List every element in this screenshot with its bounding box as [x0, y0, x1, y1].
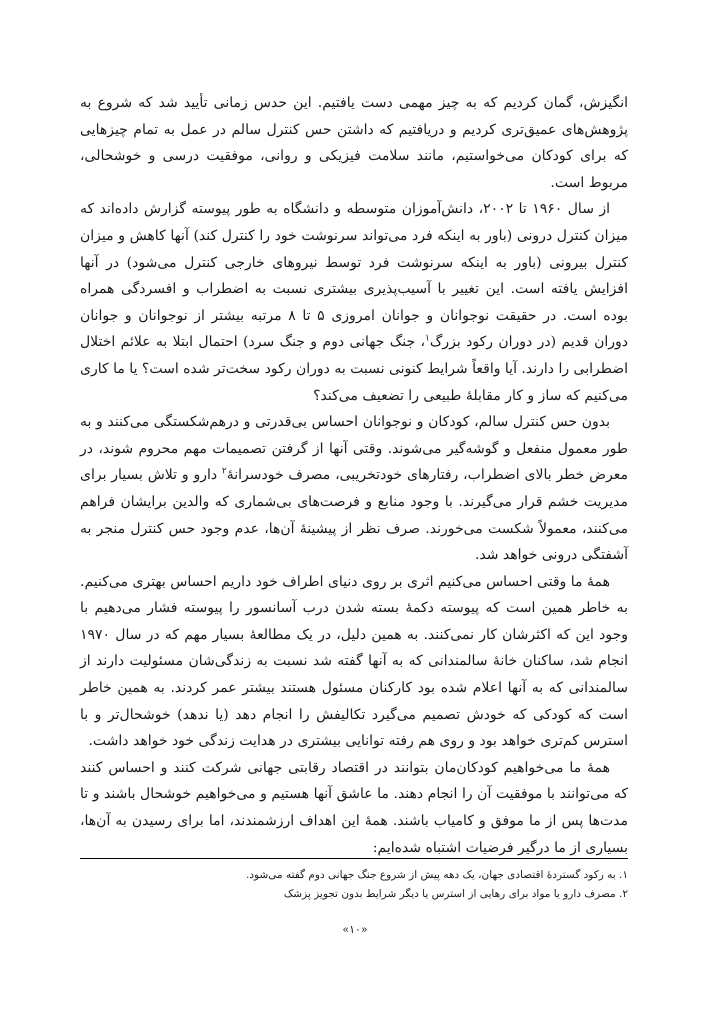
footnotes	[80, 866, 628, 904]
paragraph-2-text-part-2: ، جنگ جهانی دوم و جنگ سرد) احتمال ابتلا به علائم اختلال اضطرابی را دارند. آیا واقعاً شرایط کنونی نسبت به دوران رکود سخت‌تر شده است؟ یا ما کاری می‌کنیم که ساز و کار مقابلهٔ طبیعی را تضعیف می‌کند؟	[79, 334, 628, 404]
paragraph-3-text-part-2: دارو و تلاش بسیار برای مدیریت خشم قرار می‌گیرند. با وجود منابع و فرصت‌های بی‌شماری که والدین برایشان فراهم می‌کنند، معمولاً شکست می‌خورند. صرف نظر از پیشینهٔ آن‌ها، عدم وجود حس کنترل منجر به آشفتگی درونی خواهد شد.	[80, 467, 628, 564]
footnote-reference-1: ۱	[425, 333, 430, 344]
paragraph-4	[80, 569, 628, 755]
paragraph-3	[80, 409, 628, 569]
footnote-reference-2: ۲	[221, 466, 227, 477]
body-text	[80, 90, 628, 861]
footnote-1: ۱. به رکود گستردهٔ اقتصادی جهان، یک دهه پیش از شروع جنگ جهانی دوم گفته می‌شود.	[246, 869, 628, 881]
paragraph-2-text-part-1: از سال ۱۹۶۰ تا ۲۰۰۲، دانش‌آموزان متوسطه و دانشگاه به طور پیوسته گزارش داده‌اند که میزان کنترل درونی (باور به اینکه فرد می‌تواند سرنوشت خود را کنترل کند) آنها کاهش و میزان کنترل بیرونی (باور به اینکه سرنوشت فرد توسط نیروهای خارجی کنترل می‌شود) در آنها افزایش یافته است. این تغییر با آسیب‌پذیری بیشتری نسبت به اضطراب و افسردگی همراه بوده است. در حقیقت نوجوانان و جوانان امروزی ۵ تا ۸ مرتبه بیشتر از نوجوانان و جوانان دوران قدیم (در دوران رکود بزرگ	[80, 201, 629, 351]
footnote-2: ۲. مصرف دارو یا مواد برای رهایی از استرس یا دیگر شرایط بدون تجویز پزشک	[283, 888, 628, 900]
page-number: «۱۰»	[342, 923, 368, 936]
paragraph-5	[80, 755, 628, 861]
footnote-divider	[80, 858, 628, 859]
paragraph-2	[80, 196, 628, 409]
paragraph-1	[80, 90, 628, 196]
paragraph-4-text: همهٔ ما وقتی احساس می‌کنیم اثری بر روی دنیای اطراف خود داریم احساس بهتری می‌کنیم. به خاطر همین است که پیوسته دکمهٔ بسته شدن درب آسانسور را پیوسته فشار می‌دهیم با وجود این که اکثرشان کار نمی‌کنند. به همین دلیل، در یک مطالعهٔ بسیار مهم که در سال ۱۹۷۰ انجام شد، ساکنان خانهٔ سالمندانی که به آنها گفته شد نسبت به زندگی‌شان مسئولیت دارند از سالمندانی که به آنها اعلام شده بود کارکنان مسئول هستند بیشتر عمر کردند. به همین خاطر است که کودکی که خودش تصمیم می‌گیرد تکالیفش را انجام دهد (یا ندهد) خوشحال‌تر و با استرس کم‌تری خواهد بود و روی هم رفته توانایی بیشتری در هدایت زندگی خود خواهد داشت.	[80, 573, 628, 750]
paragraph-1-text: انگیزش، گمان کردیم که به چیز مهمی دست یافتیم. این حدس زمانی تأیید شد که شروع به پژوهش‌های عمیق‌تری کردیم و دریافتیم که داشتن حس کنترل سالم در عمل به تمام چیزهایی که برای کودکان می‌خواستیم، مانند سلامت فیزیکی و روانی، موفقیت درسی و خوشحالی، مربوط است.	[80, 95, 628, 191]
paragraph-5-text: همهٔ ما می‌خواهیم کودکان‌مان بتوانند در اقتصاد رقابتی جهانی شرکت کنند و احساس کنند که می‌توانند با موفقیت آن را انجام دهند. ما عاشق آنها هستیم و می‌خواهیم خوشحال باشند و تا مدت‌ها پس از ما موفق و کامیاب باشند. همهٔ این اهداف ارزشمندند، اما برای رسیدن به آن‌ها، بسیاری از ما درگیر فرضیات اشتباه شده‌ایم:	[80, 759, 628, 856]
paragraph-3-text-part-1: بدون حس کنترل سالم، کودکان و نوجوانان احساس بی‌قدرتی و درهم‌شکستگی می‌کنند و به طور معمول منفعل و گوشه‌گیر می‌شوند. وقتی آنها از گرفتن تصمیمات مهم محروم شوند، در معرض خطر بالای اضطراب، رفتارهای خودتخریبی، مصرف خودسرانهٔ	[80, 414, 628, 484]
